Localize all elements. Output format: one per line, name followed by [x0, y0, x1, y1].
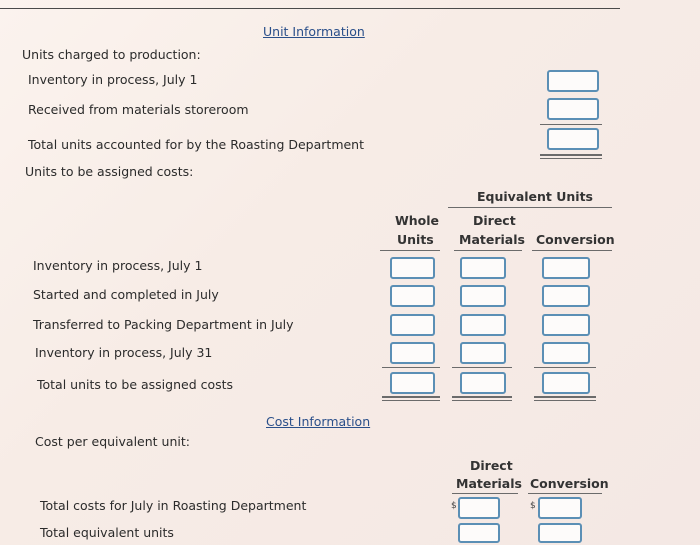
total-double-rule — [540, 154, 602, 156]
cost-row-label: Total equivalent units — [40, 525, 174, 540]
col-direct-line1: Direct — [473, 213, 516, 228]
currency-symbol: $ — [530, 501, 536, 511]
header-rule — [380, 250, 440, 251]
direct-materials-input[interactable] — [460, 342, 506, 364]
unit-information-link[interactable]: Unit Information — [263, 24, 365, 39]
total-double-rule — [452, 400, 512, 401]
cost-per-equivalent-unit-label: Cost per equivalent unit: — [35, 434, 190, 449]
subtotal-rule — [382, 367, 440, 368]
total-units-accounted-input[interactable] — [547, 128, 599, 150]
charged-row-label: Total units accounted for by the Roasting Department — [28, 137, 365, 152]
subtotal-rule — [534, 367, 596, 368]
total-double-rule — [534, 400, 596, 401]
whole-units-input[interactable] — [390, 285, 435, 307]
direct-materials-input[interactable] — [460, 285, 506, 307]
conversion-equivalent-units-input[interactable] — [538, 523, 582, 543]
equivalent-units-header: Equivalent Units — [477, 189, 593, 204]
whole-units-input[interactable] — [390, 257, 435, 279]
whole-units-total-input[interactable] — [390, 372, 435, 394]
conversion-input[interactable] — [542, 314, 590, 336]
equivalent-units-rule — [448, 207, 612, 208]
total-double-rule — [452, 396, 512, 398]
units-charged-label: Units charged to production: — [22, 47, 201, 62]
total-double-rule — [534, 396, 596, 398]
conversion-total-input[interactable] — [542, 372, 590, 394]
direct-materials-total-input[interactable] — [460, 372, 506, 394]
received-input[interactable] — [547, 98, 599, 120]
subtotal-rule — [452, 367, 512, 368]
assign-row-label: Total units to be assigned costs — [37, 377, 234, 392]
total-rule — [540, 124, 602, 125]
cost-information-link[interactable]: Cost Information — [266, 414, 371, 429]
header-rule — [454, 250, 522, 251]
whole-units-input[interactable] — [390, 342, 435, 364]
cost-header-rule — [452, 493, 518, 494]
assign-row-label: Inventory in process, July 1 — [33, 258, 203, 273]
conversion-total-costs-input[interactable] — [538, 497, 582, 519]
conversion-input[interactable] — [542, 257, 590, 279]
currency-symbol: $ — [451, 501, 457, 511]
cost-row-label: Total costs for July in Roasting Department — [40, 498, 307, 513]
total-double-rule — [540, 158, 602, 159]
col-whole-line2: Units — [397, 232, 434, 247]
assign-row-label: Started and completed in July — [33, 287, 219, 302]
col-direct-line2: Materials — [459, 232, 525, 247]
cost-col-conversion: Conversion — [530, 476, 609, 491]
whole-units-input[interactable] — [390, 314, 435, 336]
cost-col-direct-line1: Direct — [470, 458, 513, 473]
inventory-july1-input[interactable] — [547, 70, 599, 92]
charged-row-label: Received from materials storeroom — [28, 102, 249, 117]
cost-header-rule — [528, 493, 602, 494]
conversion-input[interactable] — [542, 342, 590, 364]
direct-materials-equivalent-units-input[interactable] — [458, 523, 500, 543]
assign-row-label: Inventory in process, July 31 — [35, 345, 213, 360]
col-whole-line1: Whole — [395, 213, 440, 228]
cost-col-direct-line2: Materials — [456, 476, 522, 491]
units-assigned-label: Units to be assigned costs: — [25, 164, 194, 179]
total-double-rule — [382, 400, 440, 401]
col-conversion: Conversion — [536, 232, 615, 247]
header-rule — [532, 250, 612, 251]
conversion-input[interactable] — [542, 285, 590, 307]
direct-materials-total-costs-input[interactable] — [458, 497, 500, 519]
assign-row-label: Transferred to Packing Department in July — [33, 317, 294, 332]
top-divider — [0, 8, 620, 9]
total-double-rule — [382, 396, 440, 398]
direct-materials-input[interactable] — [460, 257, 506, 279]
direct-materials-input[interactable] — [460, 314, 506, 336]
charged-row-label: Inventory in process, July 1 — [28, 72, 198, 87]
